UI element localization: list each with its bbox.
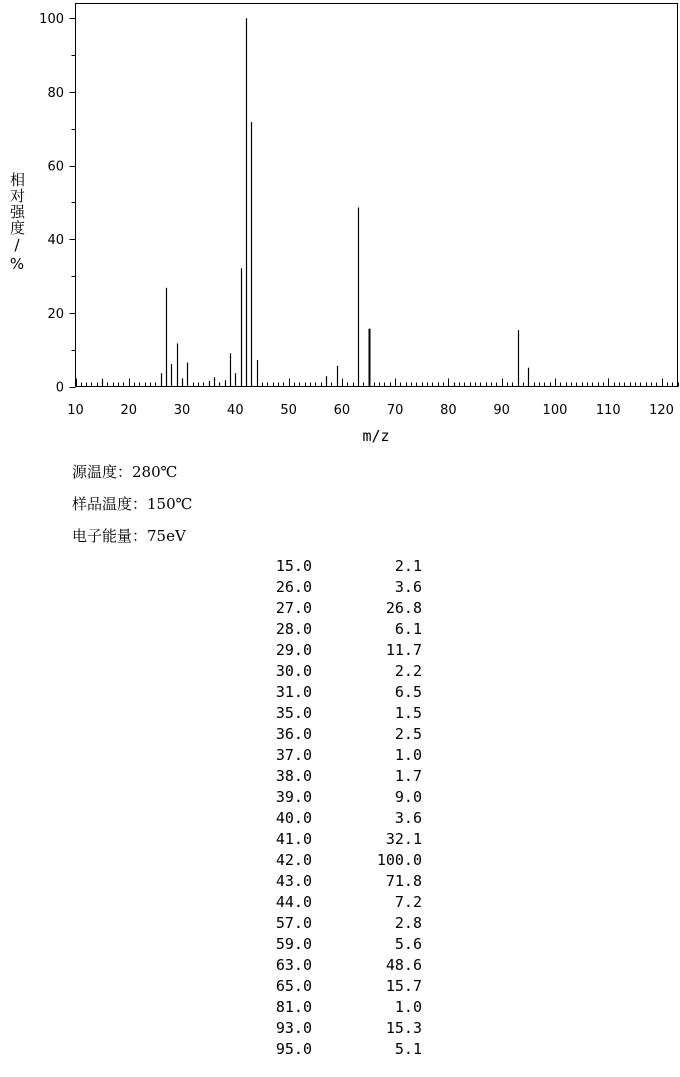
peak-row xyxy=(254,1039,434,1060)
peak-row xyxy=(254,997,434,1018)
peak-mz: 15.0 xyxy=(275,557,312,575)
x-tick-label: 50 xyxy=(280,403,297,418)
sample-temperature: 样品温度：150℃ xyxy=(72,495,193,513)
peak-row xyxy=(254,934,434,955)
peak-row xyxy=(254,787,434,808)
peak-intensity: 26.8 xyxy=(385,599,422,617)
peak-intensity: 100.0 xyxy=(376,851,422,869)
y-tick-label: 40 xyxy=(47,233,64,249)
peak-intensity: 5.1 xyxy=(394,1040,422,1058)
x-tick-label: 100 xyxy=(542,403,568,418)
y-tick-label: 80 xyxy=(47,85,64,101)
peak-mz: 95.0 xyxy=(275,1040,312,1058)
y-axis-label: 相对强度/% xyxy=(8,172,26,274)
peak-row xyxy=(254,871,434,892)
peak-row xyxy=(254,724,434,745)
peak-intensity: 1.7 xyxy=(394,767,422,785)
peak-intensity: 1.0 xyxy=(394,746,422,764)
peak-mz: 59.0 xyxy=(275,935,312,953)
peak-mz: 40.0 xyxy=(275,809,312,827)
peak-row xyxy=(254,892,434,913)
x-tick-label: 120 xyxy=(649,403,674,418)
peak-mz: 30.0 xyxy=(275,662,312,680)
peak-mz: 29.0 xyxy=(275,641,312,659)
x-tick-label: 10 xyxy=(67,403,84,418)
plot-frame xyxy=(76,4,678,387)
peak-mz: 43.0 xyxy=(275,872,312,890)
source-temperature: 源温度：280℃ xyxy=(72,463,178,481)
y-tick-label: 0 xyxy=(55,380,64,396)
peak-intensity: 1.5 xyxy=(394,704,422,722)
peak-intensity: 2.5 xyxy=(394,725,422,743)
x-tick-label: 110 xyxy=(595,403,621,418)
peak-mz: 39.0 xyxy=(275,788,312,806)
x-tick-label: 40 xyxy=(227,403,244,418)
x-tick-label: 80 xyxy=(440,403,457,418)
acquisition-conditions xyxy=(72,460,192,556)
x-tick-label: 60 xyxy=(333,403,351,418)
peak-mz: 35.0 xyxy=(275,704,312,722)
x-tick-label: 20 xyxy=(120,403,138,418)
electron-energy: 电子能量：75eV xyxy=(72,527,186,545)
peak-mz: 57.0 xyxy=(275,914,312,932)
peak-intensity: 2.2 xyxy=(394,662,422,680)
peak-row xyxy=(254,829,434,850)
peak-row xyxy=(254,640,434,661)
peak-mz: 42.0 xyxy=(275,851,312,869)
peak-intensity: 6.1 xyxy=(394,620,422,638)
peak-row xyxy=(254,808,434,829)
peak-mz: 36.0 xyxy=(275,725,312,743)
peak-mz: 41.0 xyxy=(275,830,312,848)
peak-row xyxy=(254,850,434,871)
x-tick-label: 90 xyxy=(493,403,510,418)
peak-intensity: 48.6 xyxy=(385,956,422,974)
x-tick-label: 70 xyxy=(386,403,404,418)
peak-mz: 27.0 xyxy=(275,599,312,617)
peak-row xyxy=(254,703,434,724)
peak-mz: 65.0 xyxy=(275,977,312,995)
y-tick-label: 60 xyxy=(47,159,64,175)
peak-row xyxy=(254,745,434,766)
x-tick-label: 30 xyxy=(173,403,191,418)
peak-intensity: 3.6 xyxy=(394,578,422,596)
peak-row xyxy=(254,955,434,976)
peak-table xyxy=(254,556,434,1060)
peak-mz: 31.0 xyxy=(275,683,312,701)
peak-row xyxy=(254,976,434,997)
peak-row xyxy=(254,766,434,787)
peak-intensity: 3.6 xyxy=(394,809,422,827)
peak-mz: 44.0 xyxy=(275,893,312,911)
peak-row xyxy=(254,1018,434,1039)
peak-intensity: 9.0 xyxy=(394,788,422,806)
mass-spectrum-chart xyxy=(0,0,680,450)
peak-intensity: 2.8 xyxy=(394,914,422,932)
peak-mz: 63.0 xyxy=(275,956,312,974)
peak-row xyxy=(254,682,434,703)
peak-mz: 37.0 xyxy=(275,746,312,764)
peak-row xyxy=(254,577,434,598)
peak-mz: 28.0 xyxy=(275,620,312,638)
y-tick-label: 20 xyxy=(47,306,64,322)
peak-mz: 26.0 xyxy=(275,578,312,596)
peak-intensity: 1.0 xyxy=(394,998,422,1016)
peak-row xyxy=(254,598,434,619)
peak-intensity: 5.6 xyxy=(394,935,422,953)
y-tick-label: 100 xyxy=(39,12,64,28)
peak-row xyxy=(254,619,434,640)
peak-row xyxy=(254,913,434,934)
peak-mz: 38.0 xyxy=(275,767,312,785)
peak-intensity: 7.2 xyxy=(394,893,422,911)
peak-intensity: 2.1 xyxy=(394,557,422,575)
peak-intensity: 11.7 xyxy=(385,641,422,659)
peak-mz: 81.0 xyxy=(275,998,312,1016)
peak-row xyxy=(254,556,434,577)
peak-mz: 93.0 xyxy=(275,1019,312,1037)
peak-intensity: 15.3 xyxy=(385,1019,422,1037)
x-axis-label: m/z xyxy=(362,427,390,445)
peak-intensity: 15.7 xyxy=(385,977,422,995)
peak-row xyxy=(254,661,434,682)
peak-intensity: 71.8 xyxy=(385,872,422,890)
peak-intensity: 32.1 xyxy=(385,830,422,848)
peak-intensity: 6.5 xyxy=(394,683,422,701)
